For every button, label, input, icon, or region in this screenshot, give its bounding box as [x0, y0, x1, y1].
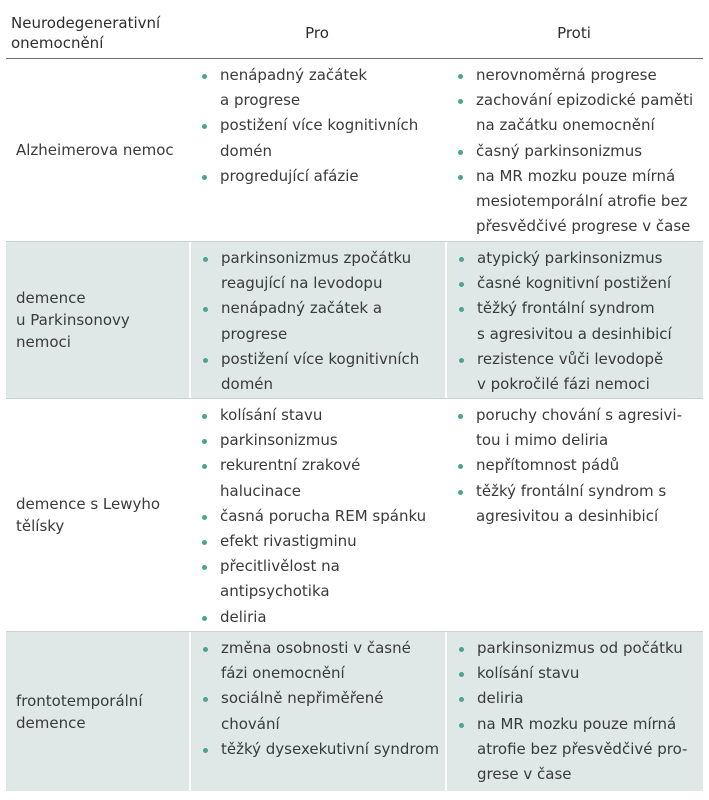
- list-item-line: zachování epizodické paměti: [476, 91, 694, 110]
- list-item-line: přesvědčivé progrese v čase: [476, 217, 691, 236]
- list-item: [191, 686, 445, 736]
- proti-cell: [445, 59, 703, 241]
- proti-cell: [445, 242, 703, 398]
- pro-cell-list: [191, 636, 445, 762]
- list-item: [191, 296, 445, 346]
- list-item-line: fázi onemocnění: [221, 664, 345, 683]
- disease-name-line: nemoci: [16, 333, 71, 351]
- list-item: [446, 403, 703, 453]
- proti-cell-list: [447, 246, 703, 397]
- list-item-line: mesiotemporální atrofie bez: [476, 192, 688, 211]
- list-item-line: halucinace: [220, 481, 301, 500]
- list-item-line: rekurentní zrakové: [220, 456, 361, 475]
- disease-name-line: Alzheimerova nemoc: [16, 141, 174, 159]
- list-item: [447, 661, 703, 686]
- list-item: [190, 164, 445, 189]
- table-row: [6, 59, 703, 242]
- list-item-line: parkinsonizmus od počátku: [477, 639, 683, 657]
- list-item: [190, 529, 445, 554]
- pro-cell-list: [191, 246, 445, 397]
- header-pro: Pro: [305, 24, 329, 42]
- list-item: [190, 428, 445, 453]
- list-item: [191, 347, 445, 397]
- disease-name-line: tělísky: [16, 517, 65, 535]
- list-item: [446, 139, 703, 164]
- table-row: [6, 632, 703, 791]
- list-item: [190, 113, 445, 163]
- list-item-line: těžký dysexekutivní syndrom: [221, 739, 440, 758]
- list-item-line: deliria: [477, 689, 524, 708]
- list-item: [190, 453, 445, 503]
- list-item-line: nerovnoměrná progrese: [476, 66, 657, 84]
- list-item-line: postižení více kognitivních: [220, 116, 419, 135]
- list-item-line: tou i mimo deliria: [476, 431, 609, 450]
- list-item-line: atrofie bez přesvědčivé pro-: [477, 739, 688, 758]
- disease-cell: [6, 59, 189, 241]
- comparison-table: [6, 8, 703, 791]
- disease-cell: [6, 632, 189, 791]
- list-item-line: nenápadný začátek: [220, 66, 368, 84]
- list-item: [447, 246, 703, 271]
- header-proti: Proti: [557, 24, 591, 42]
- list-item-line: kolísání stavu: [220, 406, 323, 424]
- list-item-line: grese v čase: [477, 765, 572, 784]
- list-item-line: atypický parkinsonizmus: [477, 249, 663, 267]
- list-item: [447, 271, 703, 296]
- disease-name-line: demence: [16, 289, 86, 307]
- table-header: [6, 8, 703, 59]
- table-row: [6, 399, 703, 632]
- disease-cell: [6, 399, 189, 631]
- list-item-line: deliria: [220, 607, 267, 626]
- pro-cell-list: [190, 63, 445, 189]
- list-item-line: domén: [220, 141, 273, 160]
- list-item: [447, 347, 703, 397]
- disease-name-line: demence: [16, 713, 86, 732]
- list-item-line: s agresivitou a desinhibicí: [477, 324, 672, 343]
- list-item-line: poruchy chování s agresivi-: [476, 406, 683, 424]
- list-item-line: rezistence vůči levodopě: [477, 349, 664, 368]
- list-item: [446, 63, 703, 88]
- list-item-line: domén: [221, 375, 274, 394]
- list-item-line: postižení více kognitivních: [221, 349, 420, 368]
- list-item-line: kolísání stavu: [477, 664, 580, 683]
- list-item: [447, 686, 703, 711]
- list-item: [447, 712, 703, 788]
- list-item: [190, 403, 445, 428]
- disease-name-line: frontotemporální: [16, 691, 143, 710]
- pro-cell: [189, 632, 445, 791]
- pro-cell: [189, 242, 445, 398]
- proti-cell: [445, 399, 703, 631]
- list-item: [446, 88, 703, 138]
- proti-cell-list: [446, 63, 703, 239]
- pro-cell: [189, 399, 445, 631]
- list-item-line: sociálně nepřiměřené: [221, 689, 384, 708]
- list-item-line: změna osobnosti v časné: [221, 639, 411, 657]
- table-row: [6, 242, 703, 399]
- list-item-line: v pokročilé fázi nemoci: [477, 375, 650, 394]
- pro-cell-list: [190, 403, 445, 630]
- list-item: [190, 605, 445, 630]
- list-item: [190, 504, 445, 529]
- list-item-line: časný parkinsonizmus: [476, 141, 643, 160]
- list-item-line: efekt rivastigminu: [220, 532, 357, 551]
- pro-cell: [189, 59, 445, 241]
- list-item-line: na MR mozku pouze mírná: [476, 166, 676, 185]
- list-item-line: na začátku onemocnění: [476, 116, 655, 135]
- header-disease-line2: onemocnění: [11, 34, 104, 52]
- proti-cell-list: [447, 636, 703, 787]
- disease-name-line: u Parkinsonovy: [16, 311, 130, 329]
- list-item-line: přecitlivělost na: [220, 557, 340, 576]
- list-item: [190, 554, 445, 604]
- list-item: [446, 164, 703, 240]
- list-item-line: parkinsonizmus zpočátku: [221, 249, 412, 267]
- list-item: [447, 296, 703, 346]
- list-item: [191, 737, 445, 762]
- list-item-line: těžký frontální syndrom: [477, 299, 655, 318]
- list-item-line: nepřítomnost pádů: [476, 456, 620, 475]
- disease-name-line: demence s Lewyho: [16, 495, 161, 513]
- list-item-line: progrese: [221, 324, 288, 343]
- table-body: [6, 59, 703, 791]
- header-disease: [6, 8, 189, 58]
- list-item: [447, 636, 703, 661]
- list-item-line: časná porucha REM spánku: [220, 506, 427, 525]
- list-item: [446, 453, 703, 478]
- proti-cell: [445, 632, 703, 791]
- list-item: [191, 246, 445, 296]
- list-item-line: reagující na levodopu: [221, 274, 383, 293]
- header-disease-line1: Neurodegenerativní: [11, 14, 161, 32]
- list-item: [190, 63, 445, 113]
- list-item-line: časné kognitivní postižení: [477, 274, 671, 293]
- list-item-line: chování: [221, 714, 280, 733]
- list-item-line: parkinsonizmus: [220, 431, 338, 450]
- list-item-line: těžký frontální syndrom s: [476, 481, 667, 500]
- list-item-line: a progrese: [220, 91, 301, 110]
- proti-cell-list: [446, 403, 703, 529]
- list-item-line: progredující afázie: [220, 166, 359, 185]
- list-item-line: agresivitou a desinhibicí: [476, 506, 659, 525]
- list-item-line: antipsychotika: [220, 582, 330, 601]
- list-item-line: na MR mozku pouze mírná: [477, 714, 677, 733]
- list-item-line: nenápadný začátek a: [221, 299, 383, 318]
- list-item: [446, 479, 703, 529]
- list-item: [191, 636, 445, 686]
- disease-cell: [6, 242, 189, 398]
